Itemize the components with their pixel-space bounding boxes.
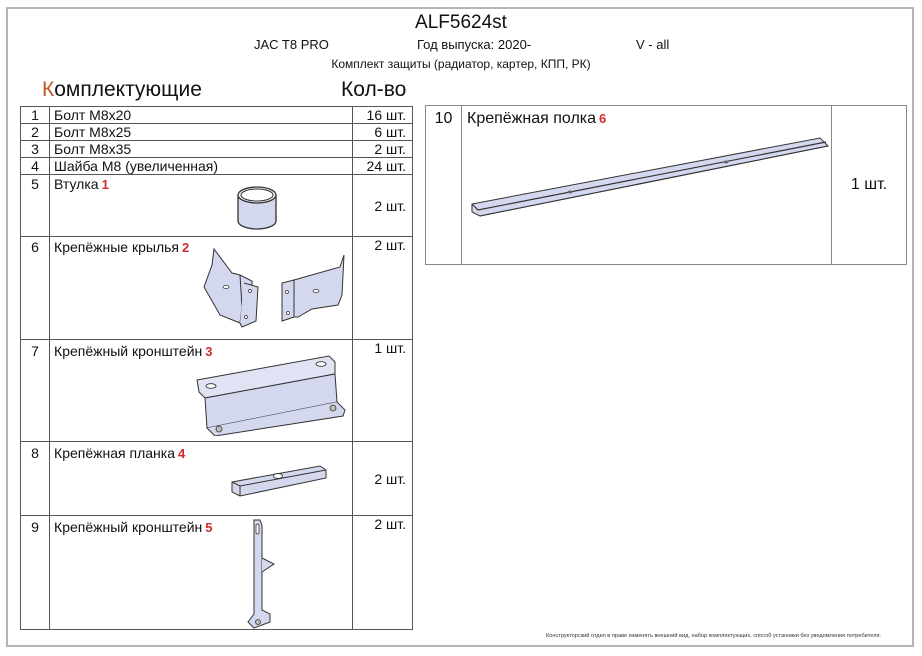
- part-quantity: 2 шт.: [352, 442, 412, 516]
- part-name: Крепёжная планка: [54, 445, 175, 461]
- mounting-shelf-icon: [464, 128, 832, 224]
- row-number: 9: [21, 516, 50, 630]
- mounting-bracket-icon: [195, 352, 355, 436]
- part-name-cell: [50, 340, 352, 442]
- row-number: 6: [21, 237, 50, 340]
- mounting-wings-icon: [200, 247, 350, 335]
- part-quantity: 24 шт.: [352, 158, 412, 175]
- table-row: [21, 237, 413, 340]
- drawing-mark: 1: [101, 177, 109, 192]
- part-quantity: 2 шт.: [352, 516, 412, 630]
- l-bracket-icon: [234, 518, 294, 630]
- row-number: 10: [426, 106, 462, 265]
- table-row: [21, 158, 413, 175]
- part-name: Шайба М8 (увеличенная): [50, 158, 352, 175]
- row-number: 7: [21, 340, 50, 442]
- bushing-icon: [235, 183, 279, 231]
- part-name: Болт М8х20: [50, 107, 352, 124]
- part-name-cell: [462, 106, 832, 265]
- table-row: [426, 106, 907, 265]
- part-name-cell: [50, 516, 352, 630]
- kit-description: Комплект защиты (радиатор, картер, КПП, РК): [331, 57, 591, 71]
- drawing-mark: 4: [177, 446, 186, 461]
- part-quantity: 2 шт.: [352, 175, 412, 237]
- vehicle-model: JAC T8 PRO: [254, 37, 329, 52]
- article-title: ALF5624st: [415, 12, 507, 33]
- drawing-mark: 2: [182, 240, 190, 255]
- parts-table: [20, 106, 413, 630]
- footer-disclaimer: Конструкторский отдел в праве изменять внешний вид, набор комплектующих, способ установки без уведомления потребителя.: [546, 633, 882, 639]
- parts-heading-initial: К: [42, 78, 55, 101]
- table-row: [21, 107, 413, 124]
- part-quantity: 2 шт.: [352, 141, 412, 158]
- drawing-mark: 3: [205, 344, 213, 359]
- table-row: [21, 124, 413, 141]
- part-name: Крепёжный кронштейн: [54, 343, 203, 359]
- parts-table-secondary: [425, 105, 907, 265]
- part-name-cell: [50, 175, 352, 237]
- drawing-mark: 5: [205, 520, 213, 535]
- part-quantity: 1 шт.: [352, 340, 412, 442]
- part-name: Крепёжный кронштейн: [54, 519, 203, 535]
- part-name-cell: [50, 442, 352, 516]
- mounting-plate-icon: [230, 462, 330, 502]
- drawing-mark: 6: [599, 111, 607, 126]
- part-quantity: 6 шт.: [352, 124, 412, 141]
- part-quantity: 1 шт.: [832, 106, 907, 265]
- part-name: Втулка: [54, 176, 99, 192]
- part-name: Болт М8х35: [50, 141, 352, 158]
- row-number: 3: [21, 141, 50, 158]
- row-number: 2: [21, 124, 50, 141]
- row-number: 8: [21, 442, 50, 516]
- part-name: Крепёжные крылья: [54, 239, 179, 255]
- part-quantity: 2 шт.: [352, 237, 412, 340]
- table-row: [21, 340, 413, 442]
- parts-heading-rest: омплектующие: [54, 78, 202, 101]
- row-number: 4: [21, 158, 50, 175]
- row-number: 1: [21, 107, 50, 124]
- quantity-heading: Кол-во: [341, 78, 407, 101]
- table-row: [21, 141, 413, 158]
- parts-heading: [42, 78, 202, 102]
- part-name-cell: [50, 237, 352, 340]
- table-row: [21, 516, 413, 630]
- row-number: 5: [21, 175, 50, 237]
- part-quantity: 16 шт.: [352, 107, 412, 124]
- table-row: [21, 175, 413, 237]
- engine-volume: V - all: [636, 37, 670, 52]
- table-row: [21, 442, 413, 516]
- part-name: Крепёжная полка: [467, 110, 597, 127]
- production-year: Год выпуска: 2020-: [417, 37, 532, 52]
- part-name: Болт М8х25: [50, 124, 352, 141]
